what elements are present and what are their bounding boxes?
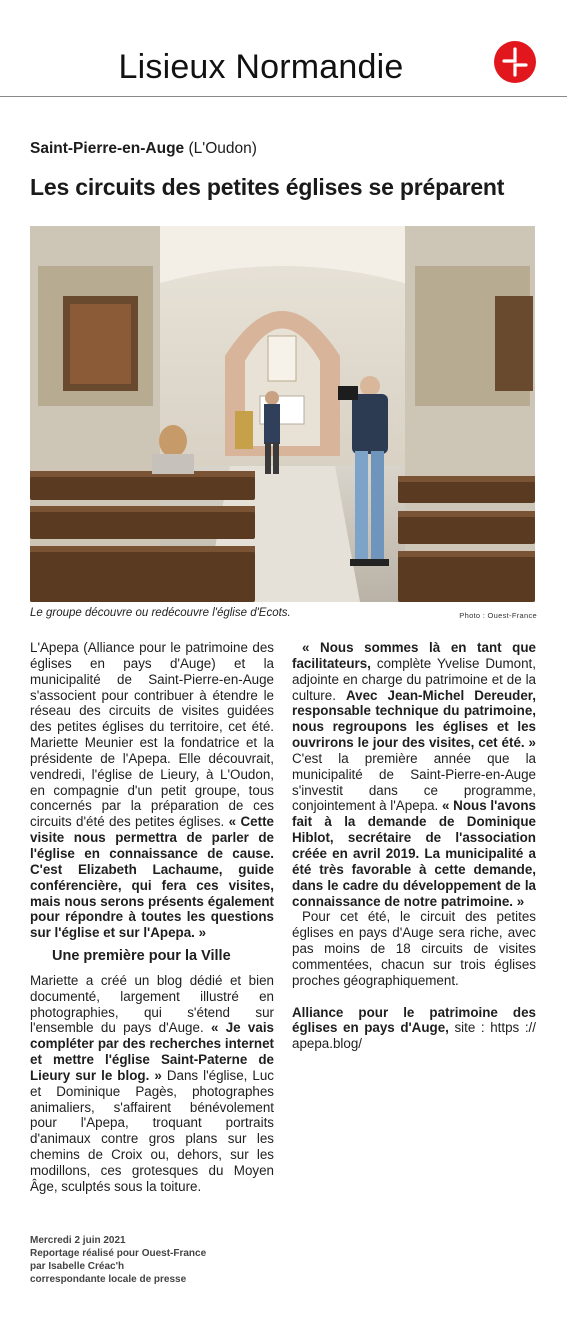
photo-caption: Le groupe découvre ou redécouvre l'église d'Ecots. — [30, 607, 291, 619]
subheading: Une première pour la Ville — [52, 948, 231, 965]
footer-line-3: par Isabelle Créac'h — [30, 1261, 125, 1272]
paragraph-3 — [292, 640, 536, 909]
paragraph-2-text: Mariette a créé un blog dédié et bien documenté, largement illustré en photographies, qui s'étend sur l'ensemble du pays d'Auge. — [30, 972, 274, 1036]
paragraph-4: Pour cet été, le circuit des petites églises en pays d'Auge sera riche, avec pas moins de 18 circuits de visites commentées, chacun sur trois églises proches géographiquement. — [292, 909, 536, 988]
info-line — [292, 1005, 536, 1053]
paragraph-1-text: L'Apepa (Alliance pour le patrimoine des églises en pays d'Auge) et la municipalité de Saint-Pierre-en-Auge s'associent pour contribuer à étendre le réseau des circuits de visites guidées des petites églises du territoire, cet été. Mariette Meunier est la fondatrice et la présidente de l'Apepa. Elle découvrait, vendredi, l'église de Lieury, à L'Oudon, en compagnie d'un petit groupe, tous concernés par la préparation de ces circuits d'été des petites églises. — [30, 640, 274, 830]
footer-line-4: correspondante locale de presse — [30, 1274, 187, 1285]
article-photo — [30, 226, 535, 602]
article-column-left — [30, 640, 274, 1195]
article-column-right — [292, 640, 536, 1052]
paragraph-1 — [30, 640, 274, 941]
kicker-area: (L'Oudon) — [188, 140, 257, 157]
paragraph-2-quote: « Je vais compléter par des recherches internet et mettre l'église Saint-Paterne de Lieury sur le blog. » — [30, 1020, 274, 1083]
paragraph-2-rest: Dans l'église, Luc et Dominique Pagès, photographes animaliers, s'affairent bénévolement pour l'Apepa, troquant portraits d'animaux contre gros plans sur les chemins de Croix ou, dehors, sur les modillons, ces grotesques du Moyen Âge, sculptés sous la toiture. — [30, 1067, 274, 1194]
masthead-divider — [0, 96, 567, 97]
paragraph-1-quote: « Cette visite nous permettra de parler de l'église en connaissance de cause. C'est Elizabeth Lachaume, guide conférencière, qui fera ces visites, mais nous serons présents également pour répondre à toutes les questions sur l'église et sur l'Apepa. » — [30, 814, 274, 941]
paragraph-3-quote-3: « Nous l'avons fait à la demande de Dominique Hiblot, secrétaire de l'association créée en avril 2019. La municipalité a été très favorable à cette demande, dans le cadre du développement de la connaissance de notre patrimoine. » — [292, 798, 536, 909]
city-logo-icon — [493, 40, 537, 84]
paragraph-2 — [30, 973, 274, 1195]
headline: Les circuits des petites églises se préparent — [30, 174, 505, 200]
footer-line-2: Reportage réalisé pour Ouest-France — [30, 1248, 207, 1259]
church-interior-image — [30, 226, 535, 602]
paragraph-3-quote-2: Avec Jean-Michel Dereuder, responsable technique du patrimoine, nous regroupons les églises et les ouvrirons le jour des visites, cet été. » — [292, 687, 536, 751]
kicker — [30, 140, 257, 158]
paragraph-3-text-1: complète Yvelise Dumont, adjointe en charge du patrimoine et de la culture. — [292, 655, 536, 703]
paragraph-3-quote-1: « Nous sommes là en tant que facilitateurs, — [292, 640, 536, 671]
info-bold: Alliance pour le patrimoine des églises en pays d'Auge, — [292, 1004, 536, 1036]
paragraph-3-text-2: C'est la première année que la municipalité de Saint-Pierre-en-Auge s'investit dans ce programme, conjointement à l'Apepa. — [292, 750, 536, 814]
masthead — [0, 0, 567, 97]
footer-credits — [30, 1234, 206, 1286]
masthead-title: Lisieux Normandie — [118, 48, 404, 86]
photo-credit: Photo : Ouest-France — [459, 611, 537, 620]
info-site: site : https :// apepa.blog/ — [292, 1020, 536, 1052]
footer-date: Mercredi 2 juin 2021 — [30, 1235, 126, 1246]
kicker-place: Saint-Pierre-en-Auge — [30, 140, 185, 157]
